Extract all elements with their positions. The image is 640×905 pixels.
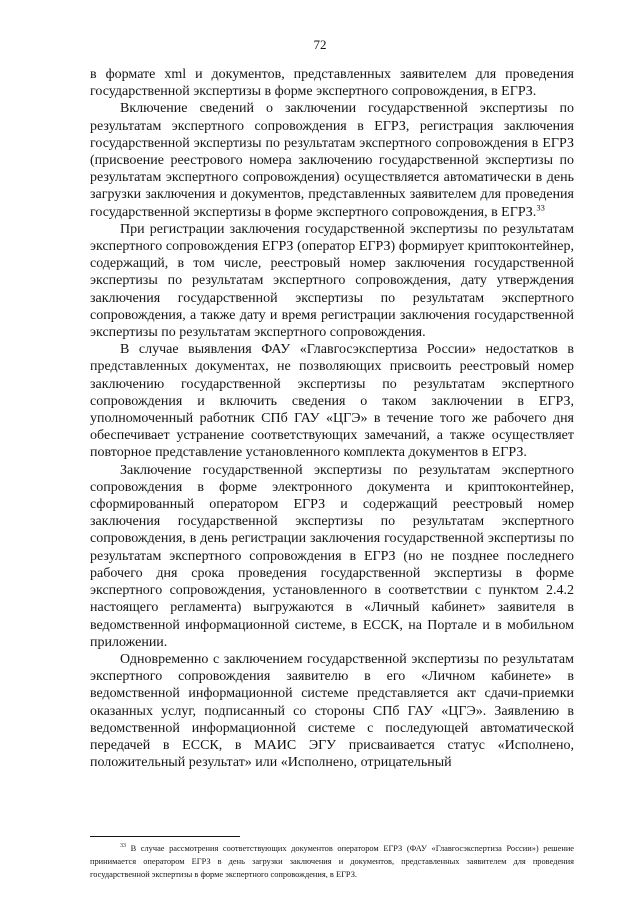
paragraph (90, 100, 574, 220)
paragraph-text: в формате xml и документов, представленных заявителем для проведения государственной экспертизы в форме экспертного сопровождения, в ЕГРЗ. (90, 67, 574, 100)
footnote-text: В случае рассмотрения соответствующих документов оператором ЕГРЗ (ФАУ «Главгосэкспертиза России») решение принимается оператором ЕГРЗ в день загрузки заключения и документов, представленных заявителем для проведения государственной экспертизы в форме экспертного сопровождения, в ЕГРЗ. (90, 844, 575, 879)
footnote-reference: 33 (536, 201, 545, 212)
paragraph (90, 341, 574, 461)
paragraph-text: В случае выявления ФАУ «Главгосэкспертиза России» недостатков в представленных документах, не позволяющих присвоить реестровый номер заключению государственной экспертизы по результатам экспертного сопровождения и включить сведения о таком заключении в ЕГРЗ, уполномоченный работник СПб ГАУ «ЦГЭ» в течение того же рабочего дня обеспечивает устранение соответствующих замечаний, а также осуществляет повторное представление установленного комплекта документов в ЕГРЗ. (90, 342, 574, 461)
paragraph-text: Включение сведений о заключении государственной экспертизы по результатам экспертного сопровождения в ЕГРЗ, регистрация заключения государственной экспертизы по результатам экспертного сопровождения в ЕГРЗ (присвоение реестрового номера заключению государственной экспертизы по результатам экспертного сопровождения) осуществляется автоматически в день загрузки заключения и документов, представленных заявителем для проведения государственной экспертизы в форме экспертного сопровождения, в ЕГРЗ. (90, 101, 574, 220)
footnote-divider (90, 836, 240, 837)
body-text (90, 66, 574, 771)
paragraph (90, 651, 574, 771)
paragraph (90, 462, 574, 651)
page-number: 72 (313, 37, 327, 52)
paragraph (90, 221, 574, 341)
footnote (90, 842, 574, 881)
paragraph-text: Одновременно с заключением государственной экспертизы по результатам экспертного сопровождения заявителю в его «Личном кабинете» в ведомственной информационной системе представляется акт сдачи-приемки оказанных услуг, подписанный со стороны СПб ГАУ «ЦГЭ». Заявлению в ведомственной информационной системе с последующей автоматической передачей в ЕССК, в МАИС ЭГУ присваивается статус «Исполнено, положительный результат» или «Исполнено, отрицательный (90, 651, 574, 771)
paragraph-text: При регистрации заключения государственной экспертизы по результатам экспертного сопровождения ЕГРЗ (оператор ЕГРЗ) формирует криптоконтейнер, содержащий, в том числе, реестровый номер заключения государственной экспертизы по результатам экспертного сопровождения, дату утверждения заключения государственной экспертизы по результатам экспертного сопровождения, а также дату и время регистрации заключения государственной экспертизы по результатам экспертного сопровождения. (90, 221, 574, 341)
paragraph-text: Заключение государственной экспертизы по результатам экспертного сопровождения в форме электронного документа и криптоконтейнер, сформированный оператором ЕГРЗ и содержащий реестровый номер заключения государственной экспертизы по результатам экспертного сопровождения, в день регистрации заключения государственной экспертизы по результатам экспертного сопровождения в ЕГРЗ (но не позднее последнего рабочего дня срока проведения государственной экспертизы в форме экспертного сопровождения, установленного в соответствии с пунктом 2.4.2 настоящего регламента) выгружаются в «Личный кабинет» заявителя в ведомственной информационной системе, в ЕССК, на Портале и в мобильном приложении. (90, 462, 574, 650)
paragraph (90, 66, 574, 100)
footnote-number: 33 (120, 843, 126, 850)
